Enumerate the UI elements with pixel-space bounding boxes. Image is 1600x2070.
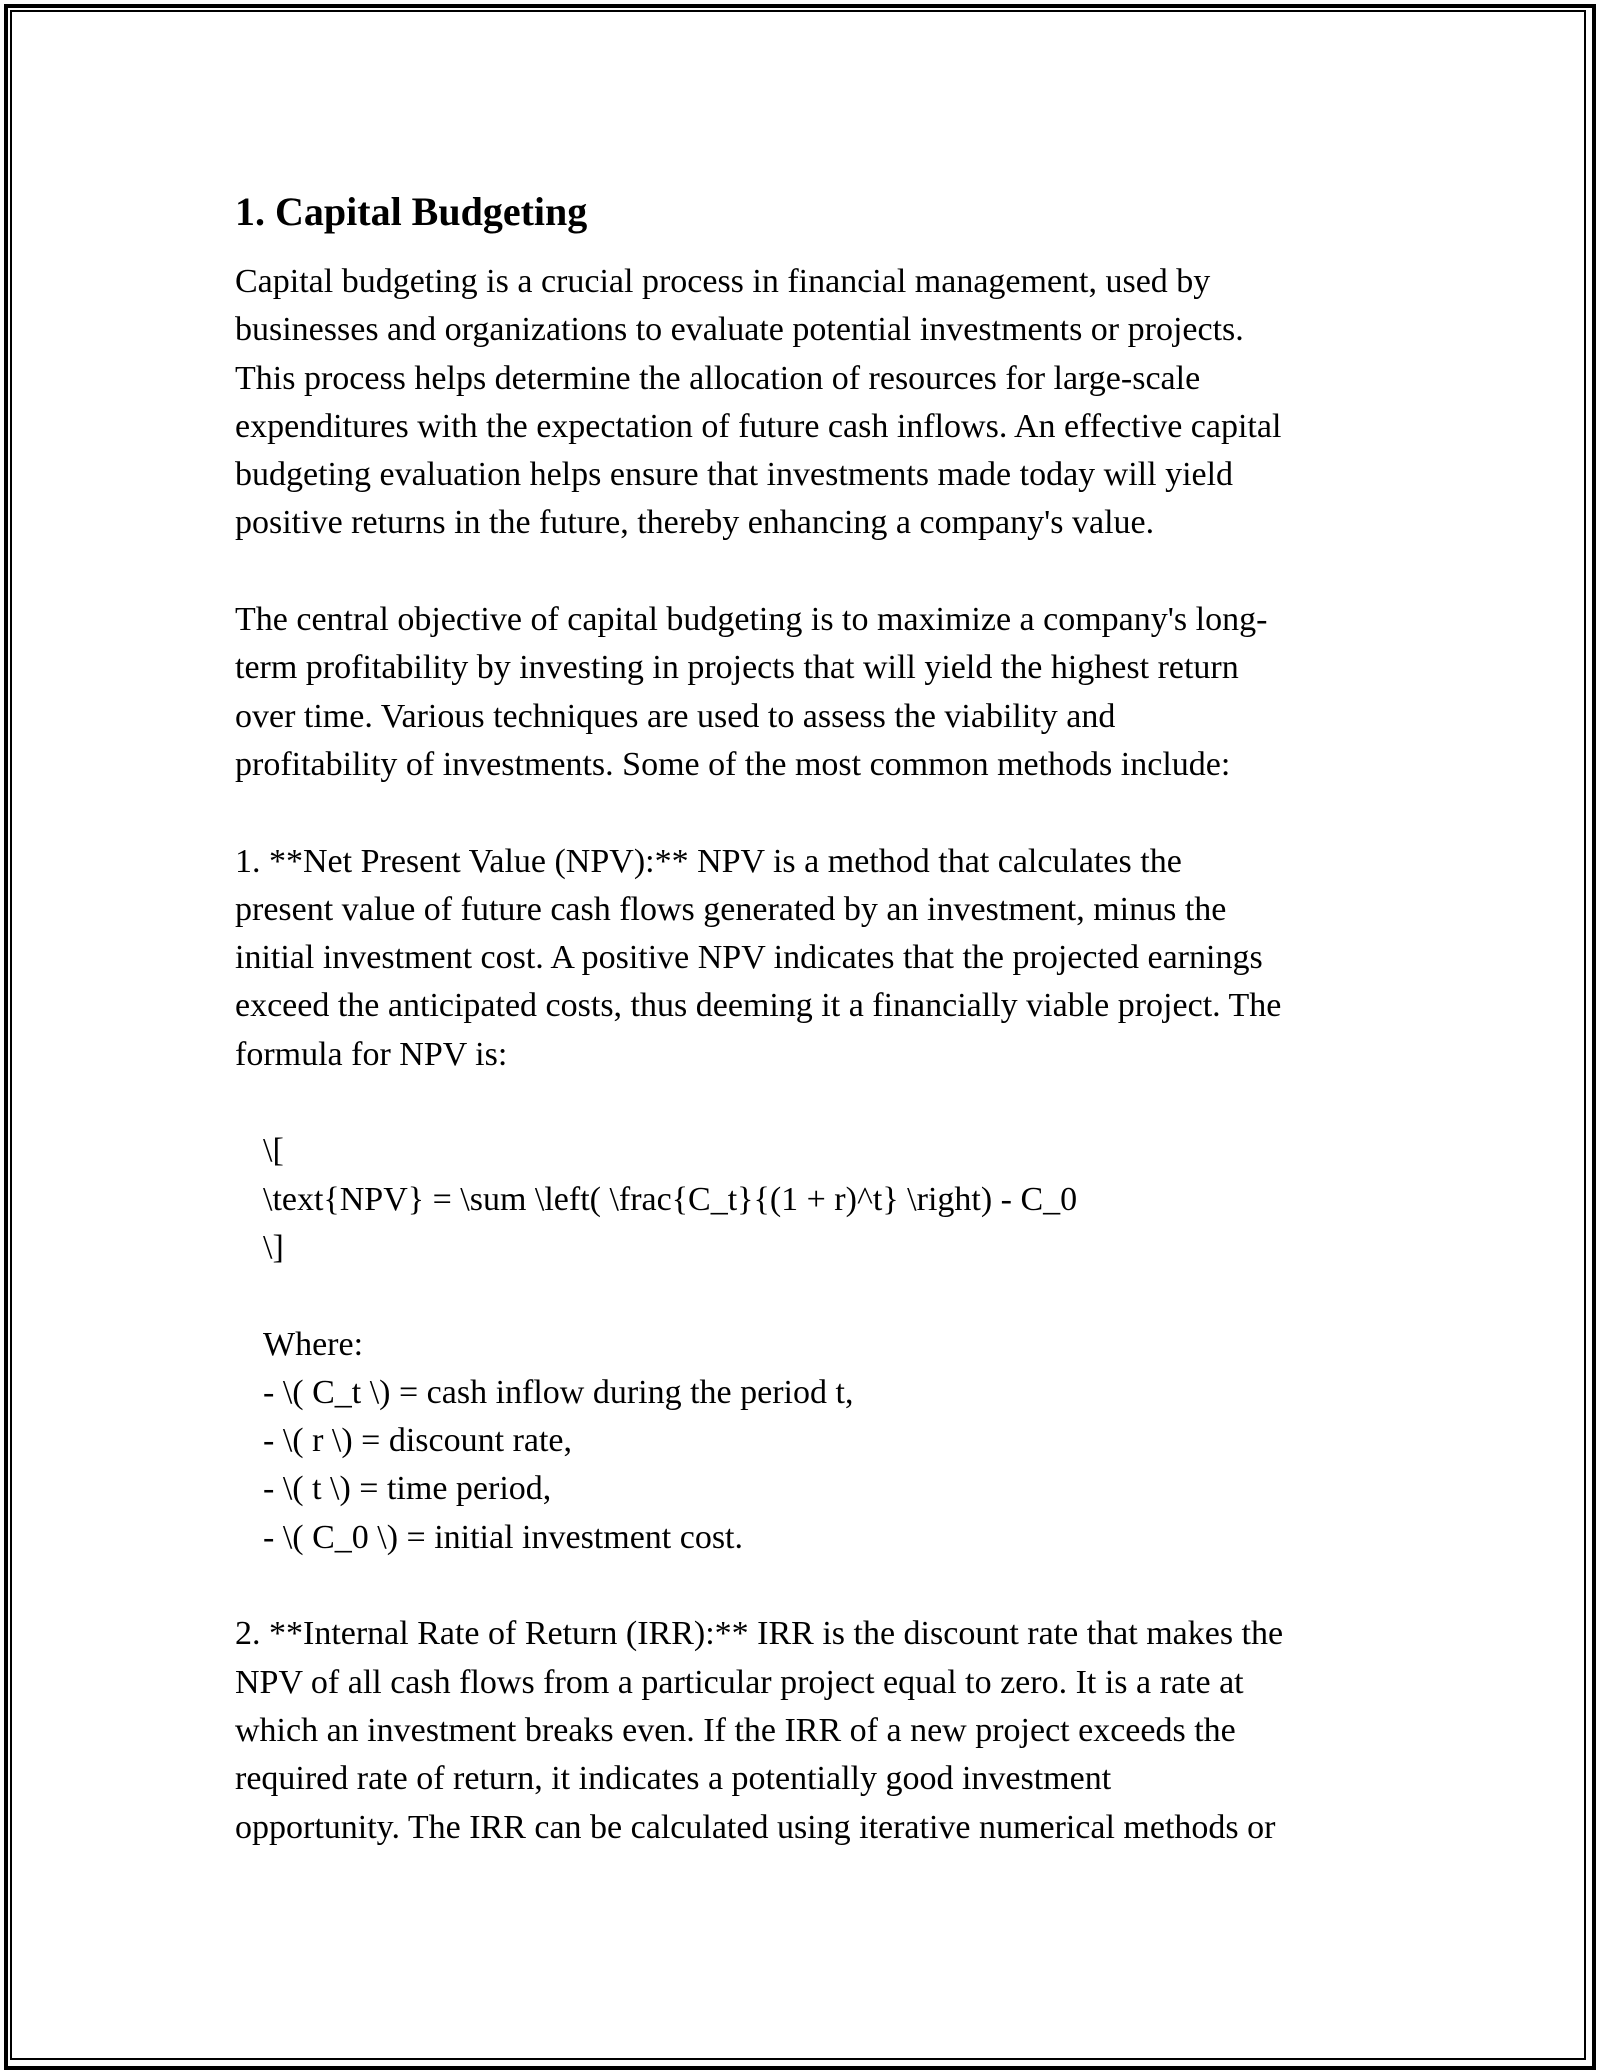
paragraph-npv: 1. **Net Present Value (NPV):** NPV is a method that calculates the present value of future cash flows generated by an investment, minus the initial investment cost. A positive NPV indicates that the projected earnings exceed the anticipated costs, thus deeming it a financially viable project. The formula for NPV is: xyxy=(235,842,1282,1073)
paragraph-objective: The central objective of capital budgeting is to maximize a company's long- term profitability by investing in projects that will yield the highest return over time. Various techniques are used to assess the viability and profitability of investments. Some of the most common methods include: xyxy=(235,601,1268,783)
npv-variable-list: Where: - \( C_t \) = cash inflow during the period t, - \( r \) = discount rate, - \( t \) = time period, - \( C_0 \) = initial investment cost. xyxy=(263,1325,854,1556)
paragraph-gap xyxy=(235,789,1375,837)
paragraph-gap xyxy=(235,1562,1375,1610)
paragraph-irr: 2. **Internal Rate of Return (IRR):** IRR is the discount rate that makes the NPV of all cash flows from a particular project equal to zero. It is a rate at which an investment breaks even. If the IRR of a new project exceeds the required rate of return, it indicates a potentially good investment opportunity. The IRR can be calculated using iterative numerical methods or xyxy=(235,1615,1284,1846)
paragraph-gap xyxy=(235,1272,1375,1320)
paragraph-gap xyxy=(235,548,1375,596)
paragraph-gap xyxy=(235,1079,1375,1127)
document-page xyxy=(235,184,1375,1852)
section-heading: 1. Capital Budgeting xyxy=(235,189,588,234)
paragraph-intro: Capital budgeting is a crucial process in financial management, used by businesses and organizations to evaluate potential investments or projects. This process helps determine the allocation of resources for large-scale expenditures with the expectation of future cash inflows. An effective capital budgeting evaluation helps ensure that investments made today will yield positive returns in the future, thereby enhancing a company's value. xyxy=(235,263,1282,542)
npv-formula: \[ \text{NPV} = \sum \left( \frac{C_t}{(1 + r)^t} \right) - C_0 \] xyxy=(263,1132,1078,1266)
